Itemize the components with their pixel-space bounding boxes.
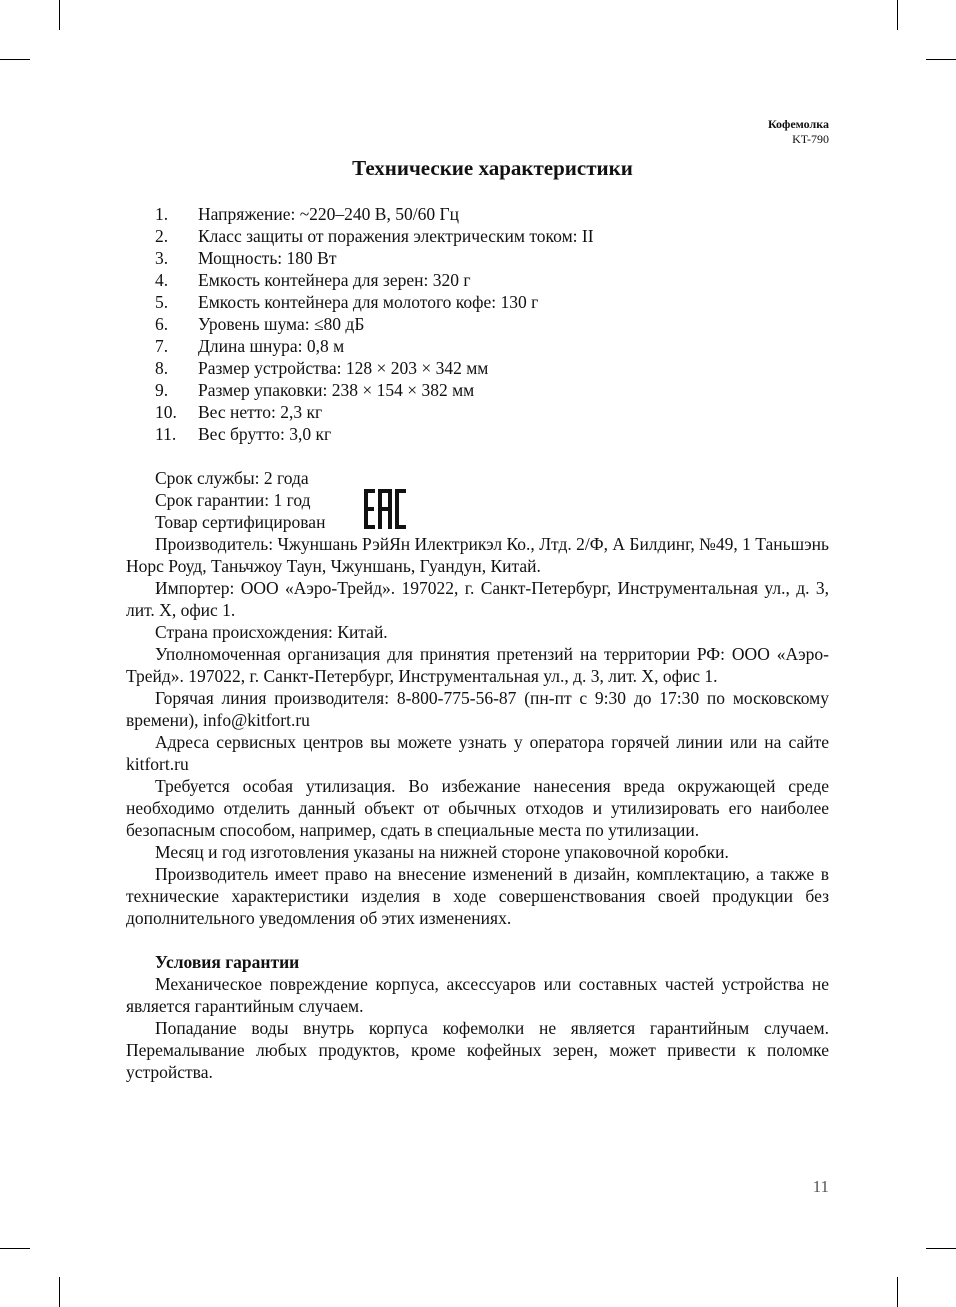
manufacturer-paragraph: Производитель: Чжуншань РэйЯн Илектрикэл Ко., Лтд. 2/Ф, А Билдинг, №49, 1 Таньшэнь Норс Роуд, Таньчжоу Таун, Чжуншань, Гуандун, Китай. [126, 534, 829, 576]
warranty-paragraph: Попадание воды внутрь корпуса кофемолки не является гарантийным случаем. Перемалывание любых продуктов, кроме кофейных зерен, может привести к поломке устройства. [126, 1018, 829, 1082]
list-item: 6. Уровень шума: ≤80 дБ [155, 314, 365, 334]
product-name: Кофемолка [767, 117, 829, 131]
service-life: Срок службы: 2 года [155, 468, 309, 488]
origin-paragraph: Страна происхождения: Китай. [155, 622, 388, 642]
list-item: 5. Емкость контейнера для молотого кофе: 130 г [155, 292, 539, 312]
crop-mark [897, 1277, 898, 1307]
page-title: Технические характеристики [352, 156, 633, 180]
crop-mark [59, 1277, 60, 1307]
service-centers-paragraph: Адреса сервисных центров вы можете узнать у оператора горячей линии или на сайте kitfort.ru [126, 732, 829, 774]
list-item: 2. Класс защиты от поражения электрическим током: II [155, 226, 594, 246]
crop-mark [0, 59, 30, 60]
crop-mark [59, 0, 60, 30]
list-item: 7. Длина шнура: 0,8 м [155, 336, 345, 356]
changes-paragraph: Производитель имеет право на внесение изменений в дизайн, комплектацию, а также в технические характеристики изделия в ходе совершенствования своей продукции без дополнительного уведомления об этих изменениях. [126, 864, 829, 928]
certification-note: Товар сертифицирован [155, 512, 326, 532]
warranty-title: Условия гарантии [155, 952, 300, 972]
authorized-org-paragraph: Уполномоченная организация для принятия претензий на территории РФ: ООО «Аэро-Трейд». 197022, г. Санкт-Петербург, Инструментальная ул., д. 3, лит. Х, офис 1. [126, 644, 829, 686]
list-item: 4. Емкость контейнера для зерен: 320 г [155, 270, 471, 290]
main-text [126, 467, 829, 1083]
list-item: 3. Мощность: 180 Вт [155, 248, 337, 268]
list-item: 9. Размер упаковки: 238 × 154 × 382 мм [155, 380, 475, 400]
manufacture-date-paragraph: Месяц и год изготовления указаны на нижней стороне упаковочной коробки. [155, 842, 729, 862]
crop-mark [0, 1248, 30, 1249]
page-number: 11 [812, 1177, 829, 1196]
warranty-paragraph: Механическое повреждение корпуса, аксессуаров или составных частей устройства не является гарантийным случаем. [126, 974, 829, 1016]
spec-list [155, 203, 594, 445]
warranty-period: Срок гарантии: 1 год [155, 490, 311, 510]
list-item: 1. Напряжение: ~220–240 В, 50/60 Гц [155, 204, 459, 224]
list-item: 11. Вес брутто: 3,0 кг [155, 424, 332, 444]
crop-mark [926, 1248, 956, 1249]
disposal-paragraph: Требуется особая утилизация. Во избежание нанесения вреда окружающей среде необходимо отделить данный объект от обычных отходов и утилизировать его наиболее безопасным способом, например, сдать в специальные места по утилизации. [126, 776, 829, 840]
crop-mark [926, 59, 956, 60]
list-item: 10. Вес нетто: 2,3 кг [155, 402, 323, 422]
crop-mark [897, 0, 898, 30]
hotline-paragraph: Горячая линия производителя: 8-800-775-56-87 (пн-пт с 9:30 до 17:30 по московскому времени), info@kitfort.ru [126, 688, 829, 730]
importer-paragraph: Импортер: ООО «Аэро-Трейд». 197022, г. Санкт-Петербург, Инструментальная ул., д. 3, лит. Х, офис 1. [126, 578, 829, 620]
page-header [768, 117, 829, 147]
model-number: KT-790 [792, 132, 829, 146]
list-item: 8. Размер устройства: 128 × 203 × 342 мм [155, 358, 489, 378]
